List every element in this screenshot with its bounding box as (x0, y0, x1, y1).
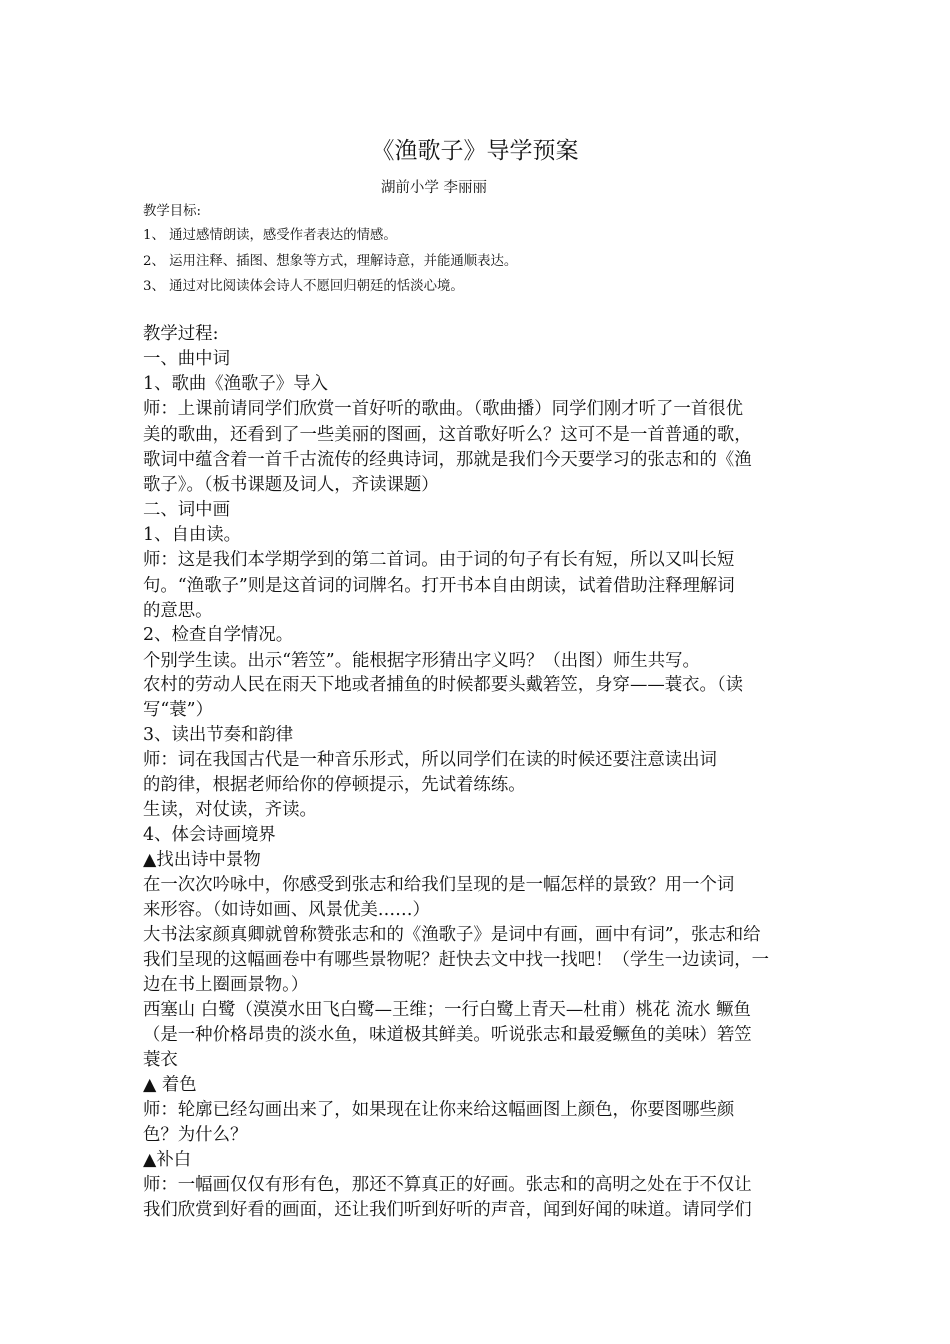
goals-heading: 教学目标: (143, 204, 202, 219)
body-line: 1、自由读。 (143, 525, 242, 545)
body-line: 蓑衣 (143, 1050, 178, 1070)
body-line: 农村的劳动人民在雨天下地或者捕鱼的时候都要头戴箬笠，身穿——蓑衣。（读 (143, 675, 743, 695)
body-line: 美的歌曲，还看到了一些美丽的图画，这首歌好听么？这可不是一首普通的歌， (143, 425, 752, 445)
body-line: 色？为什么？ (143, 1125, 248, 1145)
body-line: 3、读出节奏和韵律 (143, 725, 294, 745)
body-line: ▲ 着色 (143, 1075, 197, 1095)
body-line: 师：词在我国古代是一种音乐形式，所以同学们在读的时候还要注意读出词 (143, 750, 717, 770)
body-line: 的意思。 (143, 601, 213, 621)
body-line: 在一次次吟咏中，你感受到张志和给我们呈现的是一幅怎样的景致？用一个词 (143, 875, 735, 895)
body-line: ▲找出诗中景物 (143, 850, 261, 870)
body-line: ▲补白 (143, 1150, 192, 1170)
body-line: 师：一幅画仅仅有形有色，那还不算真正的好画。张志和的高明之处在于不仅让 (143, 1175, 752, 1195)
body-line: 的韵律，根据老师给你的停顿提示，先试着练练。 (143, 775, 526, 795)
body-line: 我们欣赏到好看的画面，还让我们听到好听的声音，闻到好闻的味道。请同学们 (143, 1200, 752, 1220)
goal-item: 3、 通过对比阅读体会诗人不愿回归朝廷的恬淡心境。 (143, 279, 464, 294)
body-line: 生读，对仗读，齐读。 (143, 800, 317, 820)
body-line: 来形容。（如诗如画、风景优美……） (143, 900, 430, 920)
body-line: 1、歌曲《渔歌子》导入 (143, 374, 328, 394)
body-line: 师：轮廓已经勾画出来了，如果现在让你来给这幅画图上颜色，你要图哪些颜 (143, 1100, 735, 1120)
body-line: 歌词中蕴含着一首千古流传的经典诗词，那就是我们今天要学习的张志和的《渔 (143, 450, 752, 470)
body-line: 师：这是我们本学期学到的第二首词。由于词的句子有长有短，所以又叫长短 (143, 550, 735, 570)
body-line: （是一种价格昂贵的淡水鱼，味道极其鲜美。听说张志和最爱鳜鱼的美味）箬笠 (143, 1025, 752, 1045)
body-line: 我们呈现的这幅画卷中有哪些景物呢？赶快去文中找一找吧！（学生一边读词，一 (143, 950, 770, 970)
body-line: 句。“渔歌子”则是这首词的词牌名。打开书本自由朗读，试着借助注释理解词 (143, 576, 735, 596)
author-line: 湖前小学 李丽丽 (380, 180, 488, 196)
body-line: 一、曲中词 (143, 349, 230, 369)
goal-item: 1、 通过感情朗读，感受作者表达的情感。 (143, 228, 397, 243)
body-line: 边在书上圈画景物。） (143, 975, 309, 995)
body-line: 二、词中画 (143, 500, 230, 520)
goal-item: 2、 运用注释、插图、想象等方式，理解诗意，并能通顺表达。 (143, 254, 518, 269)
body-line: 教学过程: (143, 324, 219, 344)
body-line: 写“蓑”） (143, 700, 213, 720)
document-title: 《渔歌子》导学预案 (371, 138, 579, 164)
body-line: 大书法家颜真卿就曾称赞张志和的《渔歌子》是词中有画，画中有词”，张志和给 (143, 925, 761, 945)
body-line: 师：上课前请同学们欣赏一首好听的歌曲。（歌曲播）同学们刚才听了一首很优 (143, 399, 743, 419)
body-line: 西塞山 白鹭（漠漠水田飞白鹭—王维；一行白鹭上青天—杜甫）桃花 流水 鳜鱼 (143, 1000, 751, 1020)
body-line: 个别学生读。出示“箬笠”。能根据字形猜出字义吗？（出图）师生共写。 (143, 651, 700, 671)
body-line: 4、体会诗画境界 (143, 825, 276, 845)
body-line: 2、检查自学情况。 (143, 625, 294, 645)
body-line: 歌子》。（板书课题及词人，齐读课题） (143, 475, 439, 495)
